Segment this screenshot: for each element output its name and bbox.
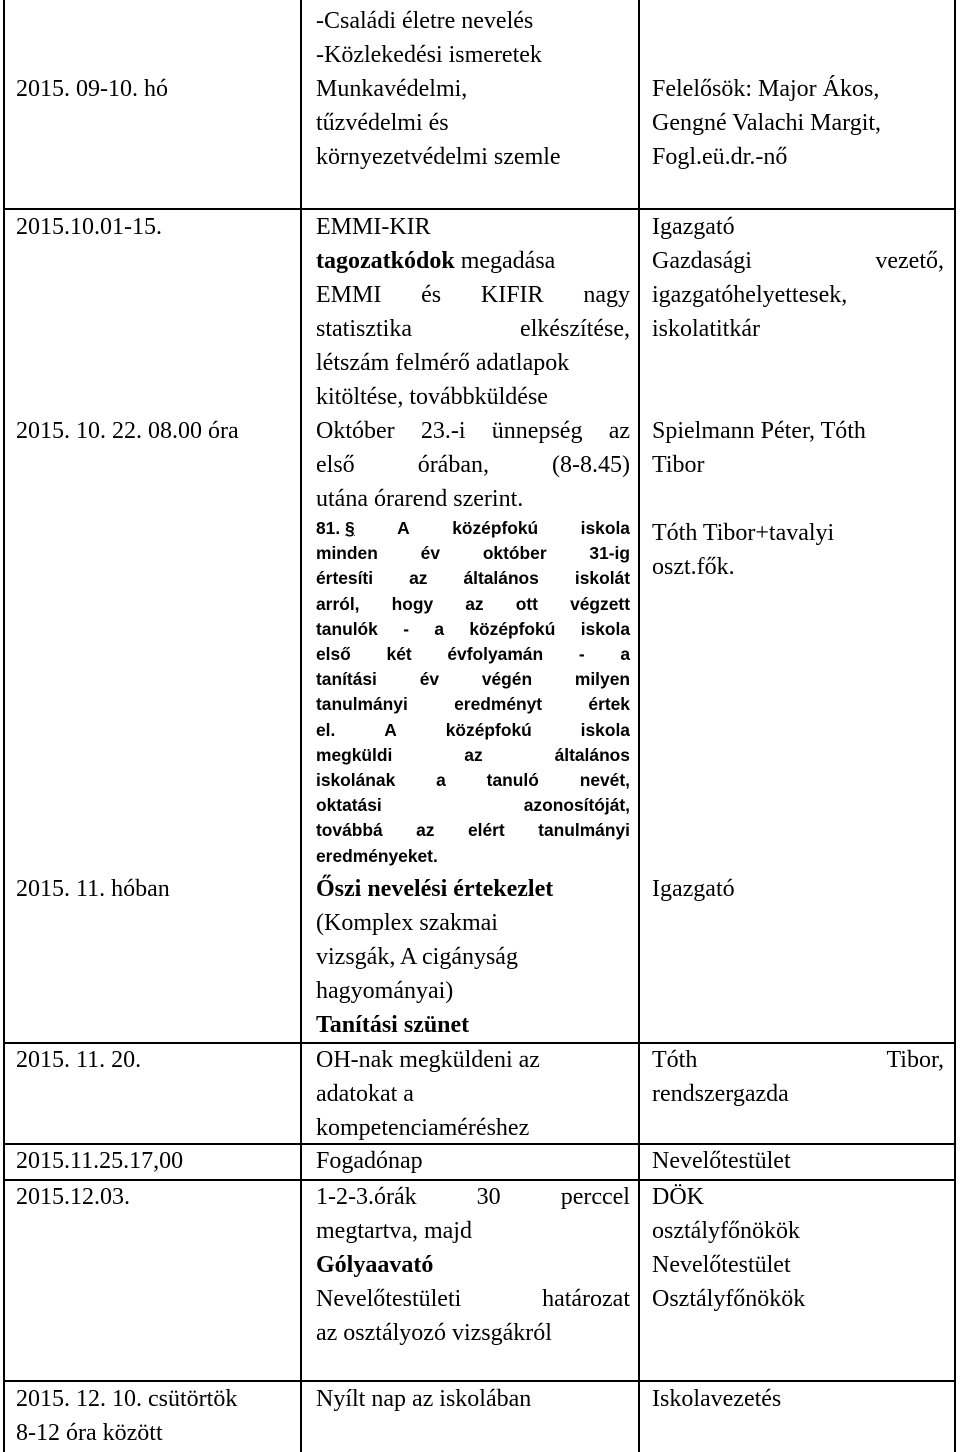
word: továbbá <box>316 820 383 841</box>
word: megküldi <box>316 744 393 765</box>
bold-keyword: tagozatkódok <box>316 248 455 274</box>
word: Gazdasági <box>652 248 752 274</box>
law-line <box>316 592 630 617</box>
word: vezető, <box>875 248 944 274</box>
word: elért <box>467 820 505 841</box>
law-line <box>316 617 630 642</box>
date-line: 2015.12.03. <box>16 1184 130 1210</box>
responsible-line: Igazgató <box>652 214 735 240</box>
date-line: 8-12 óra között <box>16 1420 163 1446</box>
word: hogy <box>391 593 434 614</box>
responsible-line <box>652 244 944 278</box>
law-line: eredményeket. <box>316 845 438 866</box>
word: Tóth <box>652 1047 698 1073</box>
word: 23.-i <box>420 418 466 444</box>
responsible-line: Iskolavezetés <box>652 1386 782 1412</box>
responsible-line: Spielmann Péter, Tóth <box>652 418 866 444</box>
date-cell <box>16 1382 300 1450</box>
word: A <box>384 719 397 740</box>
responsible-cell <box>652 1043 944 1111</box>
event-cell <box>316 414 630 516</box>
event-line: Őszi nevelési értekezlet <box>316 876 554 902</box>
responsible-line: oszt.fők. <box>652 554 735 580</box>
law-line <box>316 516 630 541</box>
word: Tibor, <box>886 1047 944 1073</box>
word: milyen <box>574 669 630 690</box>
event-line: Munkavédelmi, <box>316 76 468 102</box>
law-line <box>316 743 630 768</box>
event-line: az osztályozó vizsgákról <box>316 1320 552 1346</box>
section-symbol: § <box>345 518 355 538</box>
responsible-cell <box>652 210 944 346</box>
word: iskolát <box>574 568 630 589</box>
word: a <box>436 770 446 791</box>
responsible-line: Gengné Valachi Margit, <box>652 110 882 136</box>
event-line: kitöltése, továbbküldése <box>316 384 548 410</box>
responsible-cell <box>652 516 944 584</box>
event-cell <box>316 872 630 1042</box>
event-line: környezetvédelmi szemle <box>316 144 561 170</box>
responsible-cell <box>652 414 944 482</box>
responsible-line: Nevelőtestület <box>652 1148 791 1174</box>
word: (8-8.45) <box>552 452 630 478</box>
word: tanuló <box>486 770 539 791</box>
word: - <box>578 644 585 665</box>
word: iskolának <box>316 770 396 791</box>
table-border-right <box>954 0 956 1452</box>
law-line <box>316 818 630 843</box>
event-line: kompetenciaméréshez <box>316 1115 530 1141</box>
event-line: EMMI-KIR <box>316 214 431 240</box>
date-line: 2015. 09-10. hó <box>16 76 168 102</box>
word: általános <box>463 568 539 589</box>
word: és <box>421 282 442 308</box>
word: A <box>397 518 410 538</box>
word: 30 <box>476 1184 501 1210</box>
event-line <box>316 244 630 278</box>
word: középfokú <box>469 618 556 639</box>
law-line <box>316 541 630 566</box>
event-line: vizsgák, A cigányság <box>316 944 518 970</box>
event-line <box>316 1282 630 1316</box>
word: statisztika <box>316 316 412 342</box>
date-cell <box>16 872 292 906</box>
word: tanulók <box>316 618 378 639</box>
word: nevét, <box>579 770 630 791</box>
word: iskola <box>580 719 630 740</box>
word: első <box>316 644 351 665</box>
responsible-line: Felelősök: Major Ákos, <box>652 76 880 102</box>
responsible-line <box>652 38 944 72</box>
table-divider-1 <box>300 0 302 1452</box>
word: az <box>409 568 428 589</box>
event-cell <box>316 1180 630 1350</box>
word: a <box>620 644 630 665</box>
event-line <box>316 414 630 448</box>
event-line <box>316 448 630 482</box>
word: tanulmányi <box>316 694 408 715</box>
date-line <box>16 38 292 72</box>
date-cell <box>16 1180 292 1214</box>
word: végzett <box>570 593 630 614</box>
word: EMMI <box>316 282 382 308</box>
responsible-cell <box>652 872 944 906</box>
word: ünnepség <box>491 418 583 444</box>
word: nagy <box>583 282 630 308</box>
word: eredményt <box>454 694 543 715</box>
date-line: 2015.10.01-15. <box>16 214 162 240</box>
word: első <box>316 452 355 478</box>
word: ott <box>515 593 538 614</box>
event-line: létszám felmérő adatlapok <box>316 350 570 376</box>
event-cell <box>316 1382 630 1416</box>
law-line <box>316 667 630 692</box>
event-line: Fogadónap <box>316 1148 423 1174</box>
word: arról, <box>316 593 360 614</box>
responsible-line <box>652 1043 944 1077</box>
date-cell <box>16 210 292 244</box>
date-line <box>16 4 292 38</box>
word: oktatási <box>316 795 382 816</box>
word: az <box>464 744 483 765</box>
event-line <box>316 278 630 312</box>
event-line <box>316 312 630 346</box>
word: az <box>465 593 484 614</box>
law-line <box>316 718 630 743</box>
responsible-line: rendszergazda <box>652 1081 789 1107</box>
event-line: Tanítási szünet <box>316 1012 470 1038</box>
word: év <box>420 543 440 564</box>
responsible-line: igazgatóhelyettesek, <box>652 282 848 308</box>
word: végén <box>481 669 533 690</box>
responsible-cell <box>652 1382 944 1416</box>
word: Nevelőtestületi <box>316 1286 462 1312</box>
event-line: adatokat a <box>316 1081 414 1107</box>
word: iskola <box>580 518 630 538</box>
event-cell <box>316 1144 630 1178</box>
event-line: Gólyaavató <box>316 1252 434 1278</box>
table-border-left <box>3 0 5 1452</box>
responsible-cell <box>652 1180 944 1316</box>
word: perccel <box>560 1184 630 1210</box>
word: két <box>386 644 412 665</box>
word: általános <box>554 744 630 765</box>
responsible-line <box>652 4 944 38</box>
event-line: hagyományai) <box>316 978 454 1004</box>
word: elkészítése, <box>520 316 630 342</box>
word: iskola <box>580 618 630 639</box>
word: azonosítóját, <box>523 795 630 816</box>
law-line <box>316 793 630 818</box>
word: határozat <box>542 1286 630 1312</box>
responsible-line: DÖK <box>652 1184 704 1210</box>
responsible-line: Fogl.eü.dr.-nő <box>652 144 788 170</box>
event-line: OH-nak megküldeni az <box>316 1047 540 1073</box>
word: 81. § <box>316 518 355 538</box>
event-line: Nyílt nap az iskolában <box>316 1386 532 1412</box>
word: október <box>482 543 547 564</box>
event-cell <box>316 4 630 174</box>
event-cell <box>316 210 630 414</box>
event-cell <box>316 1043 630 1145</box>
word: 31-ig <box>589 543 630 564</box>
word: középfokú <box>445 719 532 740</box>
responsible-cell <box>652 1144 944 1178</box>
word: 1-2-3.órák <box>316 1184 417 1210</box>
responsible-cell <box>652 4 944 174</box>
word: KIFIR <box>480 282 544 308</box>
law-line <box>316 642 630 667</box>
date-line: 2015. 12. 10. csütörtök <box>16 1386 238 1412</box>
law-line <box>316 566 630 591</box>
law-line <box>316 768 630 793</box>
responsible-line: osztályfőnökök <box>652 1218 800 1244</box>
date-cell <box>16 414 300 448</box>
word: el. <box>316 719 336 740</box>
word: értesíti <box>316 568 374 589</box>
word: év <box>419 669 440 690</box>
word: középfokú <box>452 518 539 538</box>
word: - <box>403 618 409 639</box>
event-line: utána órarend szerint. <box>316 486 524 512</box>
date-line: 2015. 11. hóban <box>16 876 170 902</box>
event-line: megtartva, majd <box>316 1218 472 1244</box>
word: értek <box>588 694 630 715</box>
word: minden <box>316 543 378 564</box>
word: órában, <box>417 452 489 478</box>
table-divider-2 <box>638 0 640 1452</box>
law-excerpt <box>316 516 630 869</box>
responsible-line: Tibor <box>652 452 705 478</box>
date-line: 2015. 11. 20. <box>16 1047 142 1073</box>
event-line: (Komplex szakmai <box>316 910 498 936</box>
word: az <box>608 418 630 444</box>
word: tanítási <box>316 669 377 690</box>
event-line <box>316 1180 630 1214</box>
date-line: 2015. 10. 22. 08.00 óra <box>16 418 239 444</box>
date-line: 2015.11.25.17,00 <box>16 1148 184 1174</box>
responsible-line: Igazgató <box>652 876 735 902</box>
law-line <box>316 692 630 717</box>
word: Október <box>316 418 395 444</box>
responsible-line: iskolatitkár <box>652 316 760 342</box>
responsible-line: Nevelőtestület <box>652 1252 791 1278</box>
word: a <box>434 618 444 639</box>
word: évfolyamán <box>447 644 544 665</box>
date-cell <box>16 1144 292 1178</box>
event-line: tűzvédelmi és <box>316 110 449 136</box>
word: tanulmányi <box>538 820 630 841</box>
event-line: -Családi életre nevelés <box>316 8 534 34</box>
word: az <box>416 820 435 841</box>
event-line: -Közlekedési ismeretek <box>316 42 542 68</box>
date-cell <box>16 1043 292 1077</box>
responsible-line: Osztályfőnökök <box>652 1286 806 1312</box>
event-text: megadása <box>454 248 556 274</box>
responsible-line: Tóth Tibor+tavalyi <box>652 520 835 546</box>
date-cell <box>16 4 292 106</box>
